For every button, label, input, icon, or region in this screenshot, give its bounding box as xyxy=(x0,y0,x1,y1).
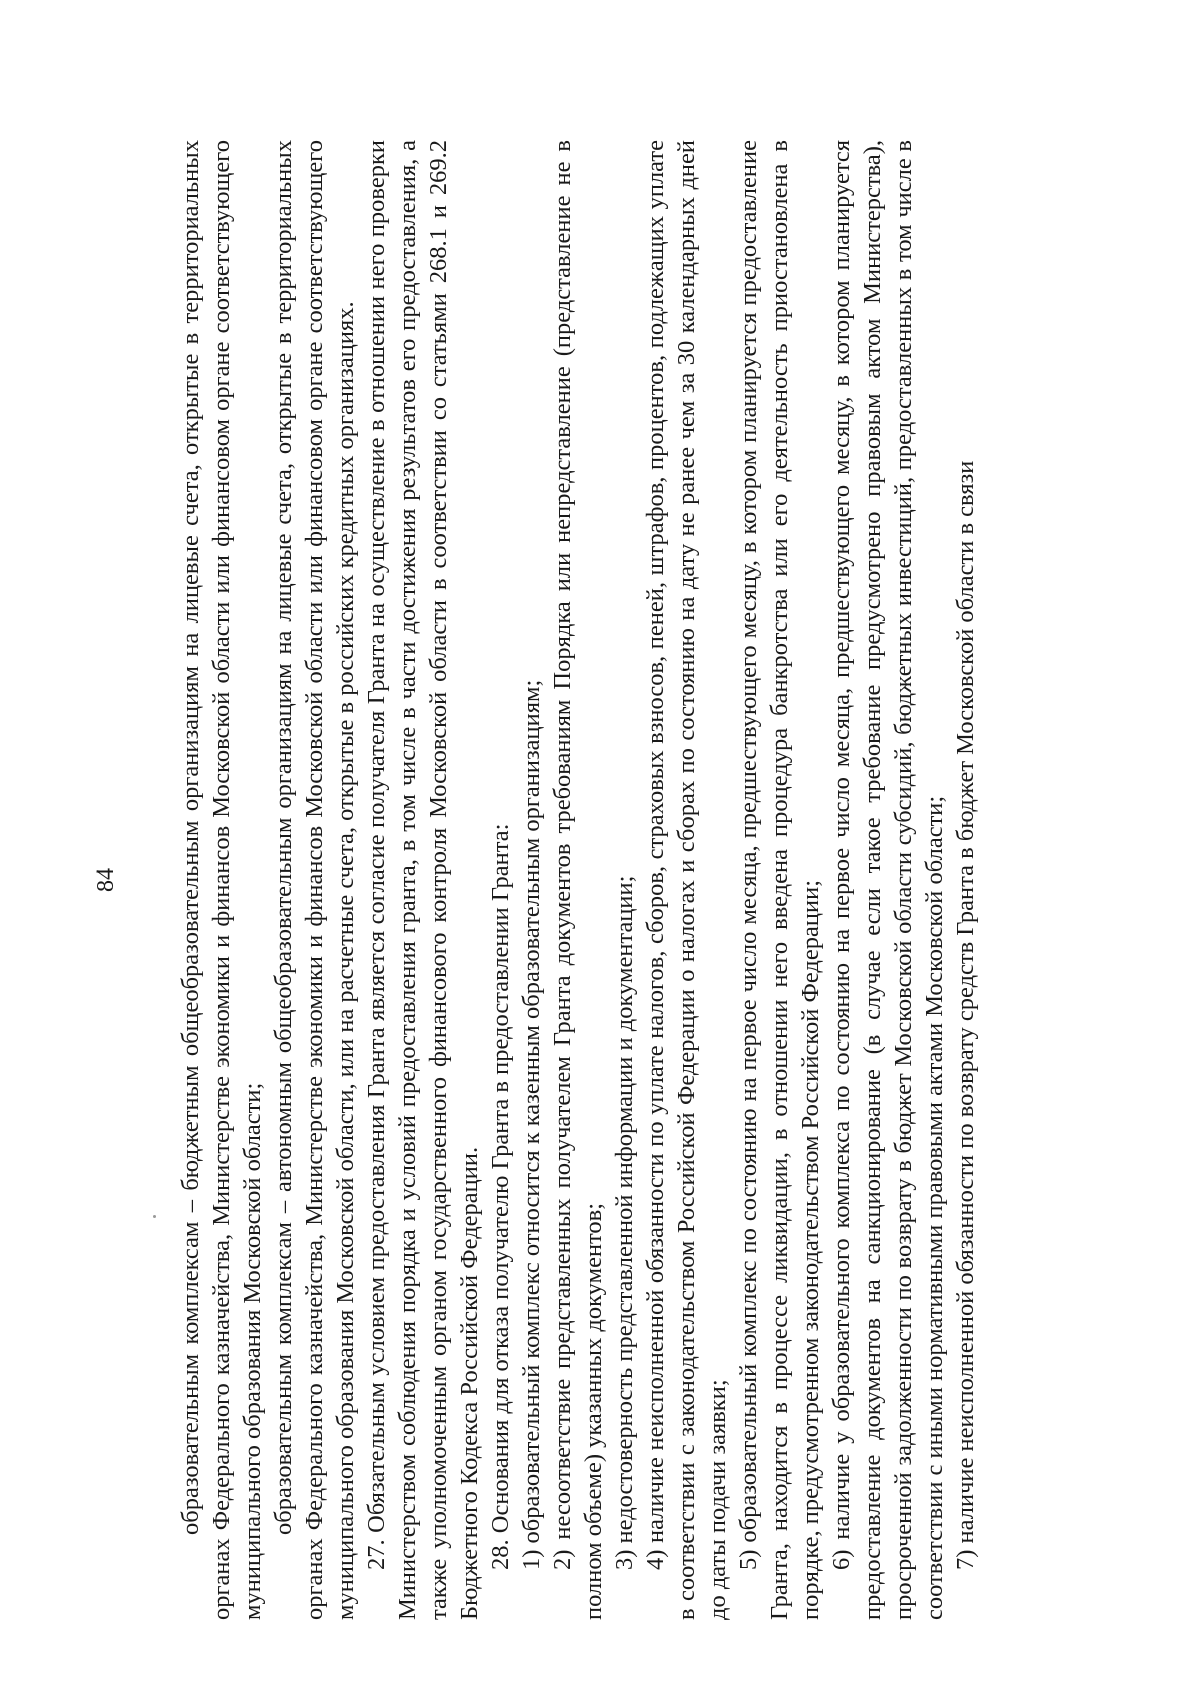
paragraph: 6) наличие у образовательного комплекса по состоянию на первое число месяца, предшествующего месяцу, в котором планируется предоставление документов на санкционирование (в случае если такое требование предусмотрено правовым актом Министерства), просроченной задолженности по возврату в бюджет Московской области субсидий, бюджетных инвестиций, предоставленных в том числе в соответствии с иными нормативными правовыми актами Московской области; xyxy=(828,140,948,1620)
paragraph: 7) наличие неисполненной обязанности по возврату средств Гранта в бюджет Московской области в связи xyxy=(952,460,979,1570)
paragraph: 2) несоответствие представленных получателем Гранта документов требованиям Порядка или непредставление (представление не в полном объеме) указанных документов; xyxy=(549,140,607,1620)
paragraph: 28. Основания для отказа получателю Гранта в предоставлении Гранта: xyxy=(487,823,514,1570)
paragraph: 5) образовательный комплекс по состоянию на первое число месяца, предшествующего месяцу, в котором планируется предоставление Гранта, находится в процессе ликвидации, в отношении него введена процедура банкротства или его деятельность приостановлена в порядке, предусмотренном законодательством Российской Федерации; xyxy=(735,140,824,1620)
paragraph: 4) наличие неисполненной обязанности по уплате налогов, сборов, страховых взносов, пеней, штрафов, процентов, подлежащих уплате в соответствии с законодательством Российской Федерации о налогах и сборах по состоянию на дату не ранее чем за 30 календарных дней до даты подачи заявки; xyxy=(642,140,731,1620)
rotated-content xyxy=(93,140,1105,1620)
paragraph: 1) образовательный комплекс относится к казенным образовательным организациям; xyxy=(518,679,545,1570)
page-number: 84 xyxy=(93,868,119,892)
body-text xyxy=(175,140,981,1620)
paragraph: образовательным комплексам – автономным общеобразовательным организациям на лицевые счета, открытые в территориальных органах Федерального казначейства, Министерстве экономики и финансов Московской области или финансовом органе соответствующего муниципального образования Московской области, или на расчетные счета, открытые в российских кредитных организациях. xyxy=(270,140,359,1620)
paragraph: 27. Обязательным условием предоставления Гранта является согласие получателя Гранта на осуществление в отношении него проверки Министерством соблюдения порядка и условий предоставления гранта, в том числе в части достижения результатов его предоставления, а также уполномоченным органом государственного финансового контроля Московской области в соответствии со статьями 268.1 и 269.2 Бюджетного Кодекса Российской Федерации. xyxy=(363,140,483,1620)
paragraph: 3) недостоверность представленной информации и документации; xyxy=(611,875,638,1570)
paragraph: образовательным комплексам – бюджетным общеобразовательным организациям на лицевые счета, открытые в территориальных органах Федерального казначейства, Министерстве экономики и финансов Московской области или финансовом органе соответствующего муниципального образования Московской области; xyxy=(177,140,266,1620)
scan-speck xyxy=(153,1215,156,1218)
